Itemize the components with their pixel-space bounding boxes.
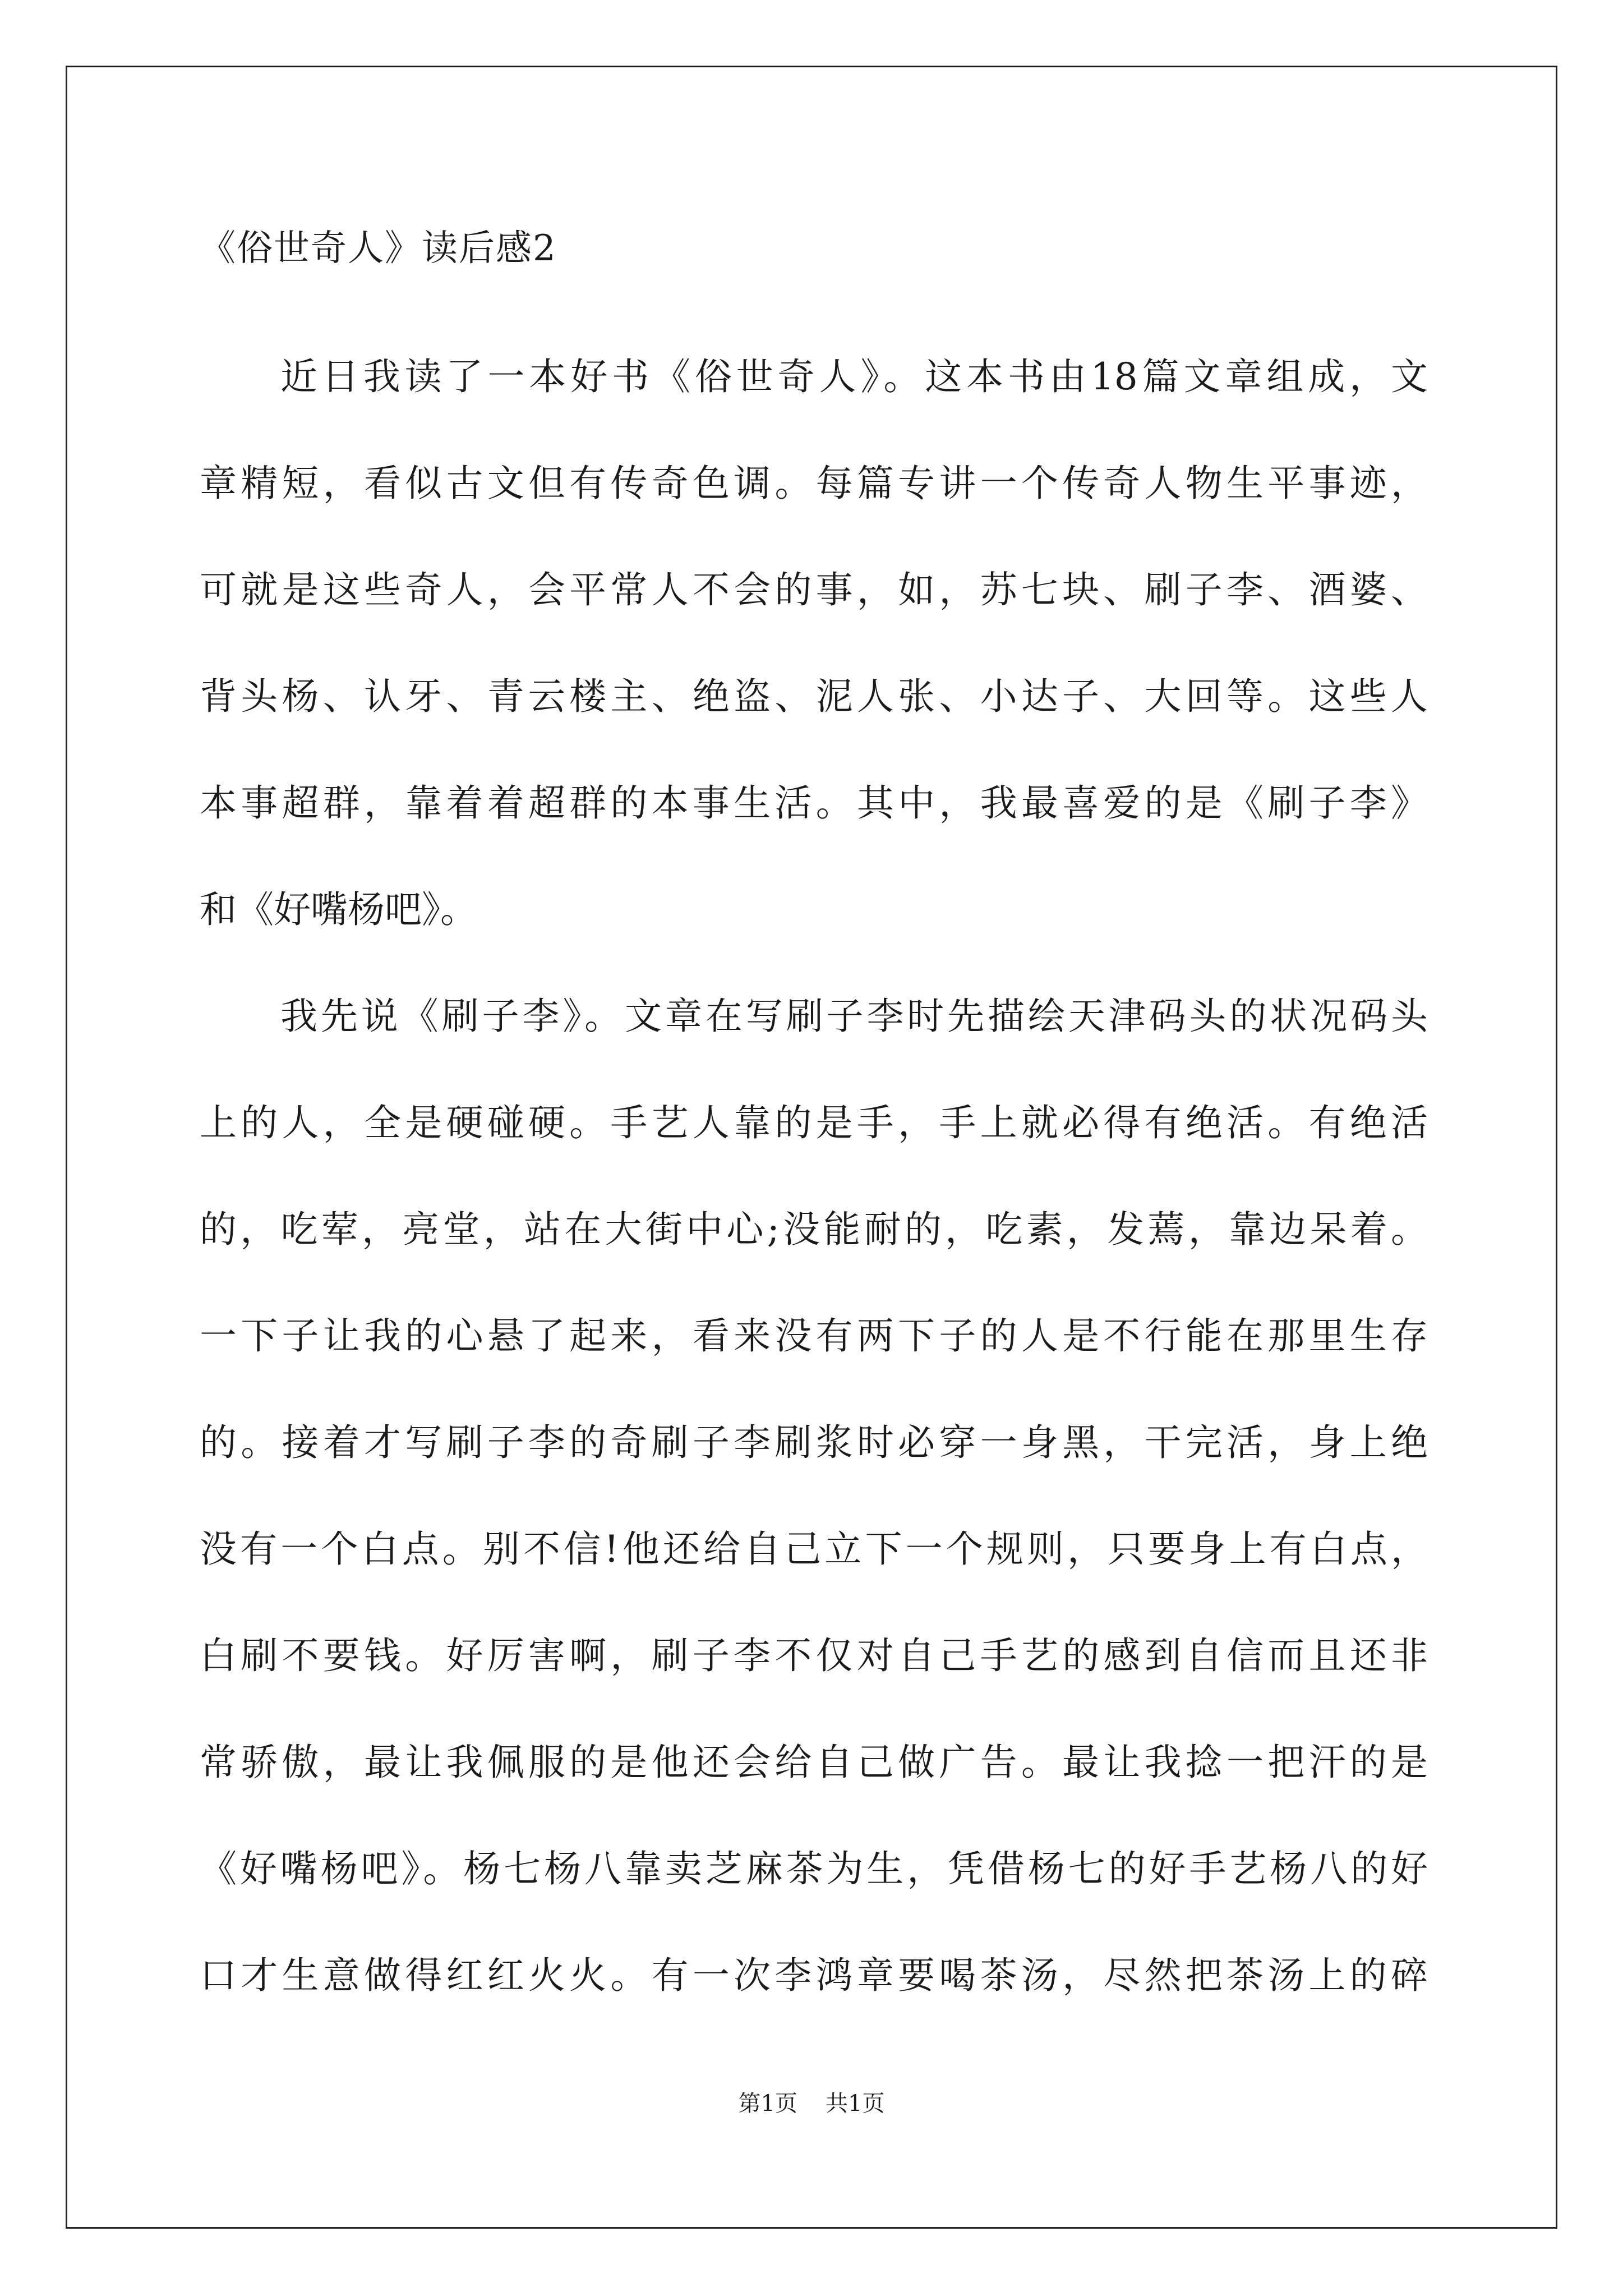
text-line: 的，吃荤，亮堂，站在大街中心;没能耐的，吃素，发蔫，靠边呆着。 — [200, 1208, 1428, 1251]
text-line: 章精短，看似古文但有传奇色调。每篇专讲一个传奇人物生平事迹， — [200, 462, 1428, 505]
text-line: 本事超群，靠着着超群的本事生活。其中，我最喜爱的是《刷子李》 — [200, 781, 1428, 825]
text-line: 一下子让我的心悬了起来，看来没有两下子的人是不行能在那里生存 — [200, 1314, 1428, 1358]
text-line: 的。接着才写刷子李的奇刷子李刷浆时必穿一身黑，干完活，身上绝 — [200, 1421, 1428, 1464]
paragraph-1 — [200, 324, 1428, 963]
text-line: 白刷不要钱。好厉害啊，刷子李不仅对自己手艺的感到自信而且还非 — [200, 1634, 1428, 1677]
text-line: 可就是这些奇人，会平常人不会的事，如，苏七块、刷子李、酒婆、 — [200, 568, 1428, 611]
page-total: 共1页 — [826, 2091, 885, 2116]
text-line: 近日我读了一本好书《俗世奇人》。这本书由18篇文章组成，文 — [280, 355, 1428, 398]
text-line: 常骄傲，最让我佩服的是他还会给自己做广告。最让我捻一把汗的是 — [200, 1741, 1428, 1784]
text-line: 和《好嘴杨吧》。 — [200, 888, 477, 931]
page-number: 第1页 — [738, 2091, 797, 2116]
page-footer — [0, 2087, 1623, 2120]
text-line: 背头杨、认牙、青云楼主、绝盗、泥人张、小达子、大回等。这些人 — [200, 675, 1428, 718]
paragraph-2 — [200, 963, 1428, 2029]
document-title: 《俗世奇人》读后感2 — [200, 228, 557, 269]
text-line: 上的人，全是硬碰硬。手艺人靠的是手，手上就必得有绝活。有绝活 — [200, 1101, 1428, 1144]
text-line: 没有一个白点。别不信!他还给自己立下一个规则，只要身上有白点， — [200, 1527, 1428, 1571]
text-line: 口才生意做得红红火火。有一次李鸿章要喝茶汤，尽然把茶汤上的碎 — [200, 1954, 1428, 1997]
text-line: 我先说《刷子李》。文章在写刷子李时先描绘天津码头的状况码头 — [280, 995, 1428, 1038]
text-line: 《好嘴杨吧》。杨七杨八靠卖芝麻茶为生，凭借杨七的好手艺杨八的好 — [200, 1847, 1428, 1890]
document-body — [200, 222, 1428, 2029]
